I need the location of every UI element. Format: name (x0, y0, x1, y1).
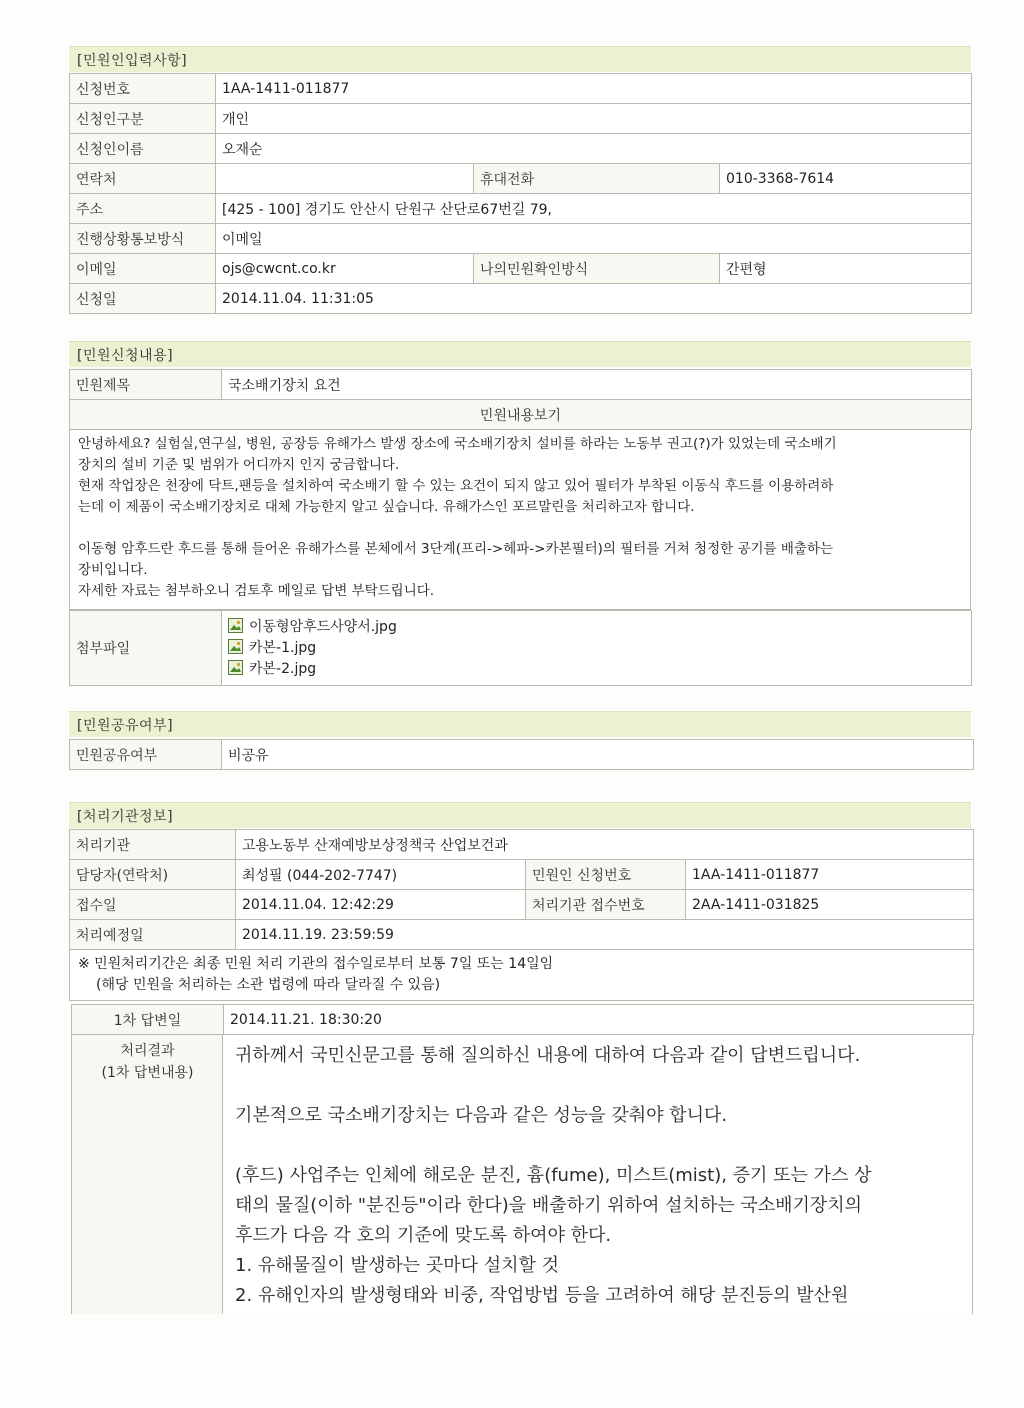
contact-value (216, 164, 474, 194)
image-file-icon (228, 639, 243, 654)
table-row (70, 224, 972, 254)
agency-table (69, 829, 974, 1001)
attachment-filename: 카본-1.jpg (249, 639, 317, 656)
notify-value: 이메일 (216, 224, 972, 254)
request-body-line: 안녕하세요? 실험실,연구실, 병원, 공장등 유해가스 발생 장소에 국소배기장치 설비를 하라는 노동부 권고(?)가 있었는데 국소배기 (78, 436, 837, 452)
reply-line: 1. 유해물질이 발생하는 곳마다 설치할 것 (235, 1255, 559, 1276)
attachment-list (222, 611, 972, 686)
attachment-filename: 카본-2.jpg (249, 660, 317, 677)
result-label (71, 1034, 223, 1314)
staff-value: 최성필 (044-202-7747) (236, 860, 526, 890)
org-value: 고용노동부 산재예방보상정책국 산업보건과 (236, 830, 974, 860)
table-row (70, 370, 972, 400)
request-title-label: 민원제목 (70, 370, 222, 400)
confirm-value: 간편형 (720, 254, 972, 284)
applicant-table (69, 73, 972, 314)
view-content-label: 민원내용보기 (70, 400, 972, 430)
due-value: 2014.11.19. 23:59:59 (236, 920, 974, 950)
due-label: 처리예정일 (70, 920, 236, 950)
share-section-header: [민원공유여부] (69, 711, 971, 737)
request-body-line: 장비입니다. (78, 562, 148, 578)
name-label: 신청인이름 (70, 134, 216, 164)
table-row (70, 74, 972, 104)
reply-line: 후드가 다음 각 호의 기준에 맞도록 하여야 한다. (235, 1225, 612, 1246)
recv-value: 2014.11.04. 12:42:29 (236, 890, 526, 920)
table-row (70, 194, 972, 224)
agency-section-header: [처리기관정보] (69, 802, 971, 828)
date-label: 신청일 (70, 284, 216, 314)
type-value: 개인 (216, 104, 972, 134)
contact-label: 연락처 (70, 164, 216, 194)
reply-line: 태의 물질(이하 "분진등"이라 한다)을 배출하기 위하여 설치하는 국소배기장치의 (235, 1195, 863, 1216)
attachment-label: 첨부파일 (70, 611, 222, 686)
notice-line-1: ※ 민원처리기간은 최종 민원 처리 기관의 접수일로부터 보통 7일 또는 14일임 (78, 956, 554, 972)
reply-date-table (71, 1004, 974, 1035)
notice (70, 950, 974, 1001)
request-title-table (69, 369, 972, 430)
attachment-item[interactable] (228, 659, 965, 680)
attachment-filename: 이동형암후드사양서.jpg (249, 618, 397, 635)
request-title-value: 국소배기장치 요건 (222, 370, 972, 400)
address-label: 주소 (70, 194, 216, 224)
app-no-value: 1AA-1411-011877 (216, 74, 972, 104)
email-label: 이메일 (70, 254, 216, 284)
table-row (70, 890, 974, 920)
reply-date-label: 1차 답변일 (72, 1005, 224, 1035)
table-row (70, 134, 972, 164)
result-label-line-2: (1차 답변내용) (101, 1065, 194, 1081)
table-row (70, 740, 974, 770)
attachment-item[interactable] (228, 617, 965, 638)
agency-no-value: 2AA-1411-031825 (686, 890, 974, 920)
request-body-line: 이동형 암후드란 후드를 통해 들어온 유해가스를 본체에서 3단계(프리->헤파->카본필터)의 필터를 거쳐 청정한 공기를 배출하는 (78, 541, 834, 557)
image-file-icon (228, 618, 243, 633)
table-row (70, 830, 974, 860)
agency-app-no-label: 민원인 신청번호 (526, 860, 686, 890)
share-value: 비공유 (222, 740, 974, 770)
notice-line-2: (해당 민원을 처리하는 소관 법령에 따라 달라질 수 있음) (96, 977, 441, 993)
table-row (70, 284, 972, 314)
reply-line: (후드) 사업주는 인체에 해로운 분진, 흄(fume), 미스트(mist), 증기 또는 가스 상 (235, 1165, 872, 1186)
app-no-label: 신청번호 (70, 74, 216, 104)
mobile-value: 010-3368-7614 (720, 164, 972, 194)
table-row (70, 950, 974, 1001)
table-row (70, 920, 974, 950)
share-label: 민원공유여부 (70, 740, 222, 770)
table-row (72, 1005, 974, 1035)
agency-no-label: 처리기관 접수번호 (526, 890, 686, 920)
request-body-line: 자세한 자료는 첨부하오니 검토후 메일로 답변 부탁드립니다. (78, 583, 435, 599)
share-table (69, 739, 974, 770)
request-body-line: 장치의 설비 기준 및 범위가 어디까지 인지 궁금합니다. (78, 457, 400, 473)
mobile-label: 휴대전화 (474, 164, 720, 194)
staff-label: 담당자(연락처) (70, 860, 236, 890)
agency-app-no-value: 1AA-1411-011877 (686, 860, 974, 890)
attachment-item[interactable] (228, 638, 965, 659)
request-body-line: 는데 이 제품이 국소배기장치로 대체 가능한지 알고 싶습니다. 유해가스인 포르말린을 처리하고자 합니다. (78, 499, 695, 515)
request-body-line: 현재 작업장은 천장에 닥트,팬등을 설치하여 국소배기 할 수 있는 요건이 되지 않고 있어 필터가 부착된 이동식 후드를 이용하려하 (78, 478, 834, 494)
email-value: ojs@cwcnt.co.kr (216, 254, 474, 284)
address-value: [425 - 100] 경기도 안산시 단원구 산단로67번길 79, (216, 194, 972, 224)
recv-label: 접수일 (70, 890, 236, 920)
table-row (70, 254, 972, 284)
request-body (69, 429, 971, 610)
table-row (70, 400, 972, 430)
attachment-table (69, 610, 972, 686)
request-section-header: [민원신청내용] (69, 341, 971, 367)
notify-label: 진행상황통보방식 (70, 224, 216, 254)
table-row (70, 164, 972, 194)
applicant-section-header: [민원인입력사항] (69, 46, 971, 72)
result-label-line-1: 처리결과 (120, 1043, 175, 1059)
reply-line: 기본적으로 국소배기장치는 다음과 같은 성능을 갖춰야 합니다. (235, 1105, 728, 1126)
type-label: 신청인구분 (70, 104, 216, 134)
org-label: 처리기관 (70, 830, 236, 860)
table-row (70, 104, 972, 134)
reply-content (222, 1034, 973, 1314)
reply-line: 2. 유해인자의 발생형태와 비중, 작업방법 등을 고려하여 해당 분진등의 발산원 (235, 1285, 849, 1306)
reply-date-value: 2014.11.21. 18:30:20 (224, 1005, 974, 1035)
date-value: 2014.11.04. 11:31:05 (216, 284, 972, 314)
name-value: 오재순 (216, 134, 972, 164)
confirm-label: 나의민원확인방식 (474, 254, 720, 284)
table-row (70, 860, 974, 890)
table-row (70, 611, 972, 686)
image-file-icon (228, 660, 243, 675)
reply-line: 귀하께서 국민신문고를 통해 질의하신 내용에 대하여 다음과 같이 답변드립니다. (235, 1045, 861, 1066)
